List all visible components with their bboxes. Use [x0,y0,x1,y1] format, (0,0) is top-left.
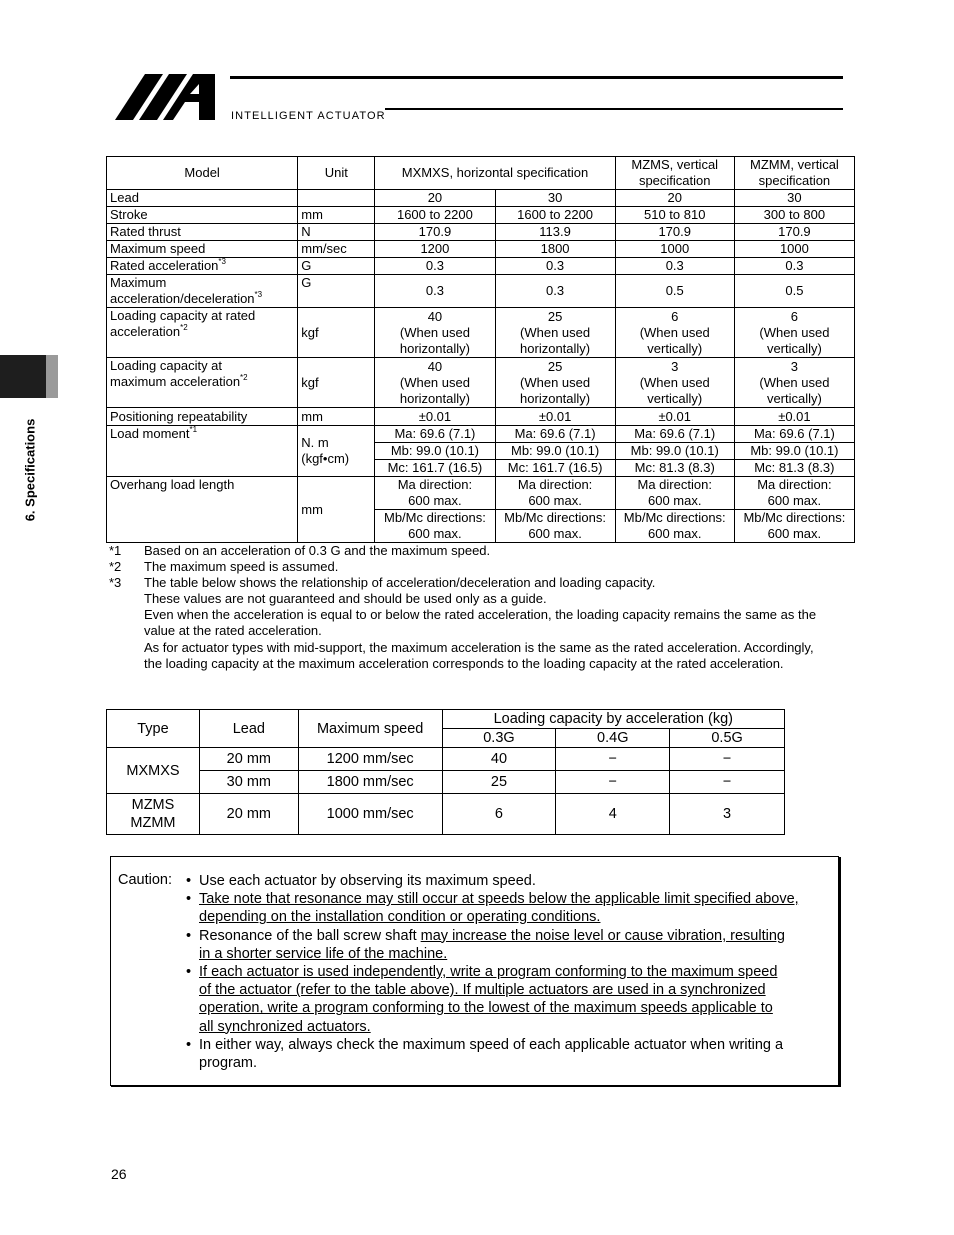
lead-cell: 30 mm [199,771,298,794]
section-label: 6. Specifications [22,418,38,522]
cell: 6 [442,794,556,835]
row-overhang-ma [107,477,855,510]
cell: 25 [442,771,556,794]
cell: Mc: 161.7 (16.5) [375,460,495,477]
cell: 0.3 [495,258,615,275]
cell: Mc: 81.3 (8.3) [615,460,734,477]
header-g: 0.4G [556,729,670,748]
bullet-icon: • [186,873,192,889]
cell: 0.3 [495,275,615,308]
cell: Ma direction: 600 max. [495,477,615,510]
row-unit: kgf [298,358,375,408]
cell: Mb/Mc directions: 600 max. [615,510,734,543]
row-repeatability [107,408,855,426]
bullet-icon: • [186,927,192,944]
cell: 40 (When used horizontally) [375,308,495,358]
caution-text: Resonance of the ball screw shaft may increase the noise level or cause vibration, resulting in a shorter service life of the machine. [199,927,785,962]
header-lead: Lead [199,710,298,748]
caution-item [186,1036,826,1072]
row-unit: N [298,224,375,241]
cell: Mc: 161.7 (16.5) [495,460,615,477]
row-load-rated [107,308,855,358]
cell: Mb: 99.0 (10.1) [495,443,615,460]
caution-item [186,963,826,1036]
header-unit: Unit [298,157,375,190]
cell: 300 to 800 [734,207,854,224]
caution-item [186,872,826,890]
caution-item [186,890,826,926]
cell: 0.3 [734,258,854,275]
cell: 0.3 [615,258,734,275]
section-tab-marker-shade [46,355,58,398]
cell: Mb: 99.0 (10.1) [615,443,734,460]
cell: 30 [495,190,615,207]
page-number: 26 [111,1166,127,1182]
row-label: Maximum acceleration/deceleration$^{*3}$ [107,275,298,308]
cell: ±0.01 [495,408,615,426]
cell: 510 to 810 [615,207,734,224]
iai-logo [115,72,227,122]
row-label: Lead [107,190,298,207]
row-stroke [107,207,855,224]
header-g: 0.3G [442,729,556,748]
row-unit: mm [298,408,375,426]
cell: 1200 [375,241,495,258]
spec-header-row [107,157,855,190]
row-load-max [107,358,855,408]
cell: 0.5 [615,275,734,308]
cell: 20 [615,190,734,207]
cell: Ma: 69.6 (7.1) [495,426,615,443]
header-mzmm: MZMM, vertical specification [734,157,854,190]
row-label: Overhang load length [107,477,298,543]
cell: 170.9 [615,224,734,241]
acc-header-row [107,710,785,729]
row-max-acceleration [107,275,855,308]
cell: 6 (When used vertically) [615,308,734,358]
cell: 40 [442,748,556,771]
cell: 6 (When used vertically) [734,308,854,358]
row-unit: kgf [298,308,375,358]
type-cell: MZMS MZMM [107,794,200,835]
cell: 30 [734,190,854,207]
cell: 113.9 [495,224,615,241]
row-unit: mm/sec [298,241,375,258]
row-label: Stroke [107,207,298,224]
header-type: Type [107,710,200,748]
header-loading: Loading capacity by acceleration (kg) [442,710,784,729]
footnote-3 [109,575,844,672]
cell: Mb/Mc directions: 600 max. [375,510,495,543]
speed-cell: 1200 mm/sec [298,748,442,771]
cell: 25 (When used horizontally) [495,308,615,358]
cell: − [556,748,670,771]
cell: Mb/Mc directions: 600 max. [734,510,854,543]
cell: Mc: 81.3 (8.3) [734,460,854,477]
row-unit: mm [298,477,375,543]
footnote-text: The maximum speed is assumed. [144,559,339,575]
footnotes [109,543,844,672]
cell: ±0.01 [375,408,495,426]
caution-item [186,927,826,963]
acc-row [107,794,785,835]
footnote-ref: *3 [218,257,226,266]
cell: 1600 to 2200 [495,207,615,224]
cell: 3 (When used vertically) [734,358,854,408]
cell: Ma: 69.6 (7.1) [375,426,495,443]
row-unit: G [298,258,375,275]
caution-box-shadow [839,857,841,1087]
type-cell: MXMXS [107,748,200,794]
header-mzms: MZMS, vertical specification [615,157,734,190]
cell: 20 [375,190,495,207]
header-model: Model [107,157,298,190]
footnote-mark: *2 [109,559,122,575]
caution-label: Caution: [118,872,173,888]
cell: 1000 [615,241,734,258]
cell: 1000 [734,241,854,258]
cell: 4 [556,794,670,835]
row-moment-ma [107,426,855,443]
cell: Ma direction: 600 max. [375,477,495,510]
cell: − [670,771,785,794]
cell: 170.9 [375,224,495,241]
footnote-1 [109,543,844,559]
header-mxmxs: MXMXS, horizontal specification [375,157,615,190]
caution-box-shadow [111,1085,841,1087]
row-label: Loading capacity at rated acceleration$^{*2}$ [107,308,298,358]
spec-table [106,156,855,543]
cell: 3 (When used vertically) [615,358,734,408]
cell: 1600 to 2200 [375,207,495,224]
lead-cell: 20 mm [199,748,298,771]
row-label: Rated acceleration$^{*3}$ [107,258,298,275]
cell: 0.3 [375,258,495,275]
cell: Mb: 99.0 (10.1) [734,443,854,460]
speed-cell: 1000 mm/sec [298,794,442,835]
caution-text: In either way, always check the maximum speed of each applicable actuator when writing a program. [199,1036,784,1072]
caution-list [186,872,826,1072]
footnote-text: Based on an acceleration of 0.3 G and the maximum speed. [144,543,491,558]
footnote-mark: *3 [109,575,122,591]
acc-row [107,771,785,794]
cell: − [556,771,670,794]
cell: Ma direction: 600 max. [615,477,734,510]
header-g: 0.5G [670,729,785,748]
header-rule-top [230,76,843,79]
footnote-mark: *1 [109,543,122,558]
row-unit [298,190,375,207]
cell: Mb: 99.0 (10.1) [375,443,495,460]
row-speed [107,241,855,258]
footnote-ref: *2 [240,373,248,382]
row-rated-acceleration [107,258,855,275]
brand-name: INTELLIGENT ACTUATOR [231,110,386,122]
cell: ±0.01 [734,408,854,426]
cell: Mb/Mc directions: 600 max. [495,510,615,543]
footnote-ref: *3 [254,290,263,299]
caution-text: Use each actuator by observing its maximum speed. [199,873,536,889]
cell: 1800 [495,241,615,258]
footnote-text: The table below shows the relationship of acceleration/deceleration and loading capacity. These values are not guaranteed and should be used only as a guide. Even when the acceleration is equal to or below the rated acceleration, the loading capacity remains the same as the value at the rated acceleration. As for actuator types with mid-support, the maximum acceleration is the same as the rated acceleration. Accordingly, the loading capacity at the maximum acceleration corresponds to the loading capacity at the rated acceleration. [144,575,817,671]
cell: 170.9 [734,224,854,241]
caution-text: If each actuator is used independently, write a program conforming to the maximum speed of the actuator (refer to the table above). If multiple actuators are used in a synchronized operation, write a program conforming to the lowest of the maximum speeds applicable to all synchronized actuators. [199,964,778,1035]
footnote-2 [109,559,844,575]
bullet-icon: • [186,1036,192,1053]
cell: 0.5 [734,275,854,308]
cell: − [670,748,785,771]
bullet-icon: • [186,891,192,908]
lead-cell: 20 mm [199,794,298,835]
row-lead [107,190,855,207]
footnote-ref: *2 [180,323,188,332]
cell: Ma direction: 600 max. [734,477,854,510]
speed-cell: 1800 mm/sec [298,771,442,794]
row-unit: G [298,275,375,308]
header-speed: Maximum speed [298,710,442,748]
header-rule-bottom [385,108,843,110]
row-label: Load moment$^{*1}$ [107,426,298,477]
row-unit: mm [298,207,375,224]
cell: 25 (When used horizontally) [495,358,615,408]
row-thrust [107,224,855,241]
cell: 40 (When used horizontally) [375,358,495,408]
cell: 3 [670,794,785,835]
row-label: Positioning repeatability [107,408,298,426]
row-unit: N. m (kgf•cm) [298,426,375,477]
cell: Ma: 69.6 (7.1) [615,426,734,443]
cell: Ma: 69.6 (7.1) [734,426,854,443]
cell: ±0.01 [615,408,734,426]
row-label: Maximum speed [107,241,298,258]
footnote-ref: *1 [189,425,198,434]
caution-text: Take note that resonance may still occur at speeds below the applicable limit specified above, depending on the installation condition or operating conditions. [199,891,799,926]
row-label: Loading capacity at maximum acceleration$^{*2}$ [107,358,298,408]
bullet-icon: • [186,964,192,981]
cell: 0.3 [375,275,495,308]
section-tab-marker [0,355,46,398]
acc-row [107,748,785,771]
row-label: Rated thrust [107,224,298,241]
acceleration-table [106,709,785,835]
